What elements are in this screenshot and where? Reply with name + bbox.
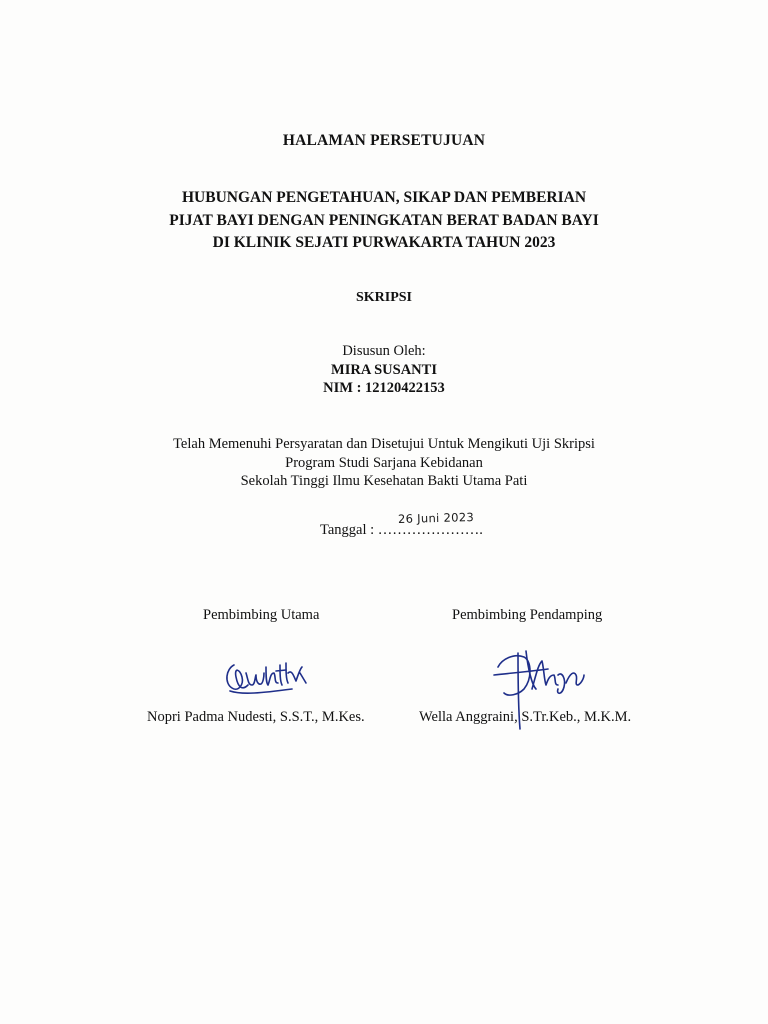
signature-main-supervisor bbox=[222, 655, 312, 701]
thesis-title-line-1: HUBUNGAN PENGETAHUAN, SIKAP DAN PEMBERIAN bbox=[181, 189, 587, 206]
supervisor-second-role: Pembimbing Pendamping bbox=[452, 607, 603, 623]
author-nim: NIM : 12120422153 bbox=[323, 380, 445, 396]
date-line: Tanggal : …………………. bbox=[320, 522, 483, 538]
author-name: MIRA SUSANTI bbox=[331, 361, 437, 378]
handwritten-date: 26 Juni 2023 bbox=[397, 510, 475, 526]
author-label: Disusun Oleh: bbox=[342, 343, 426, 359]
supervisor-main-name: Nopri Padma Nudesti, S.S.T., M.Kes. bbox=[147, 709, 365, 725]
thesis-title-line-3: DI KLINIK SEJATI PURWAKARTA TAHUN 2023 bbox=[212, 234, 556, 251]
thesis-title bbox=[0, 187, 768, 255]
page-heading: HALAMAN PERSETUJUAN bbox=[282, 132, 486, 149]
approval-line-1: Telah Memenuhi Persyaratan dan Disetujui Untuk Mengikuti Uji Skripsi bbox=[173, 436, 595, 452]
approval-statement bbox=[0, 435, 768, 491]
author-block bbox=[0, 342, 768, 398]
document-type: SKRIPSI bbox=[355, 290, 413, 305]
supervisor-main-role: Pembimbing Utama bbox=[203, 607, 320, 623]
approval-line-2: Program Studi Sarjana Kebidanan bbox=[285, 454, 483, 471]
approval-line-3: Sekolah Tinggi Ilmu Kesehatan Bakti Utama Pati bbox=[240, 473, 528, 489]
thesis-title-line-2: PIJAT BAYI DENGAN PENINGKATAN BERAT BADAN BAYI bbox=[169, 211, 599, 229]
supervisor-second-name: Wella Anggraini, S.Tr.Keb., M.K.M. bbox=[419, 709, 632, 725]
